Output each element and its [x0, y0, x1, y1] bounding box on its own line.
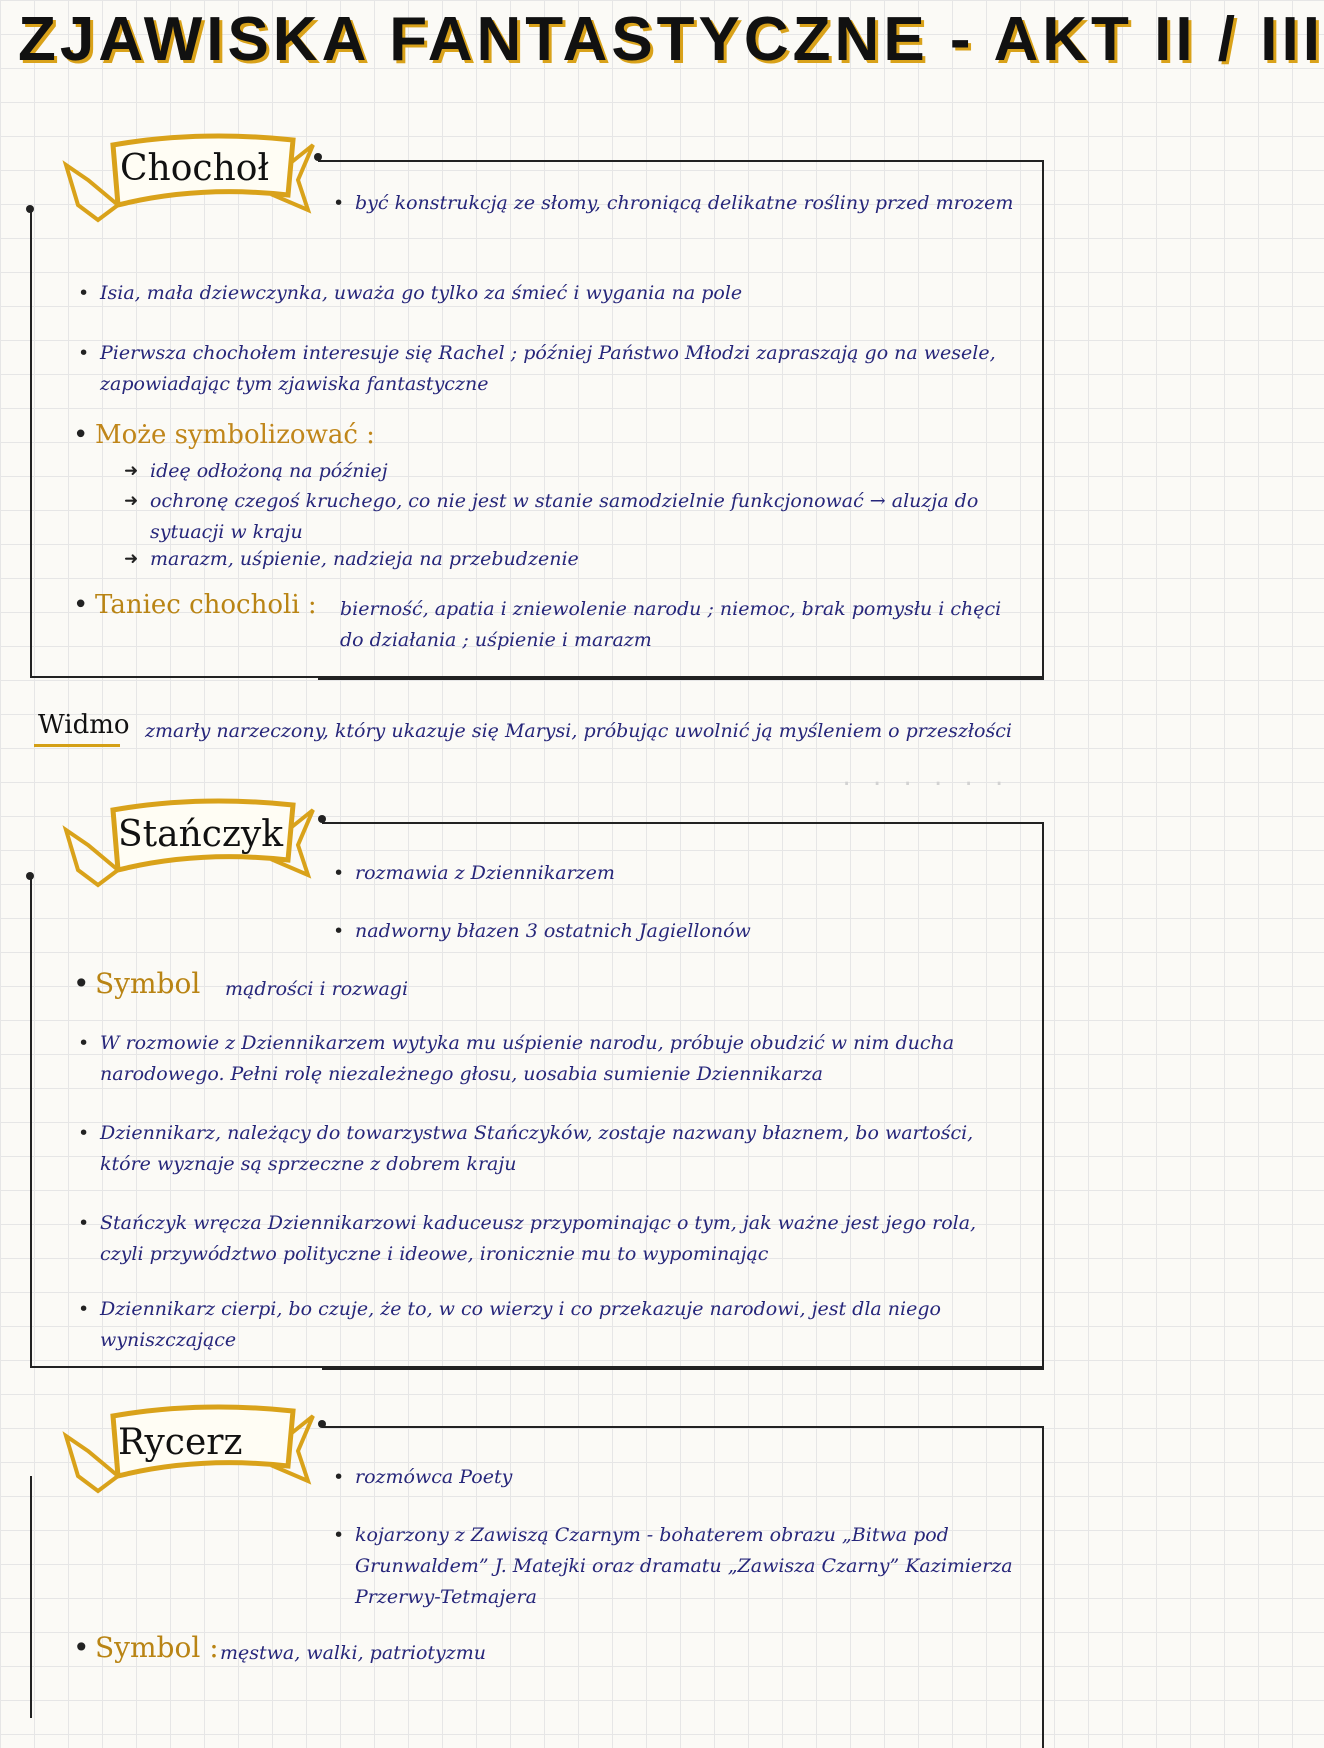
chochol-symbol-item-2: ➜ ochronę czegoś kruchego, co nie jest w stanie samodzielnie funkcjonować → aluzja do sytuacji w kraju — [150, 486, 1020, 548]
stanczyk-point-4: • Dziennikarz cierpi, bo czuje, że to, w co wierzy i co przekazuje narodowi, jest dla niego wyniszczające — [100, 1294, 1015, 1356]
rycerz-symbol-heading: • Symbol : — [95, 1632, 219, 1663]
chochol-intro: • być konstrukcją ze słomy, chroniącą delikatne rośliny przed mrozem — [355, 188, 1015, 219]
rycerz-heading: Rycerz — [118, 1422, 243, 1463]
chochol-symbol-item-3: ➜ marazm, uśpienie, nadzieja na przebudzenie — [150, 544, 1000, 575]
stanczyk-point-1: • W rozmowie z Dziennikarzem wytyka mu uśpienie narodu, próbuje obudzić w nim ducha narodowego. Pełni rolę niezależnego głosu, uosabia sumienie Dziennikarza — [100, 1028, 1015, 1090]
rycerz-intro-1: • rozmówca Poety — [355, 1462, 1015, 1493]
chochol-symbol-heading: • Może symbolizować : — [95, 420, 375, 451]
chochol-frame-dot-left — [26, 205, 34, 213]
rycerz-intro-2: • kojarzony z Zawiszą Czarnym - bohaterem obrazu „Bitwa pod Grunwaldem” J. Matejki oraz dramatu „Zawisza Czarny” Kazimierza Przerwy-Tetmajera — [355, 1520, 1015, 1613]
chochol-point-2: • Pierwsza chochołem interesuje się Rachel ; później Państwo Młodzi zapraszają go na wesele, zapowiadając tym zjawiska fantastyczne — [100, 338, 1000, 400]
stanczyk-frame-dot — [318, 815, 326, 823]
widmo-heading: Widmo — [38, 710, 130, 740]
stanczyk-frame-dot-left — [26, 872, 34, 880]
chochol-frame-left — [30, 210, 32, 676]
widmo-text: zmarły narzeczony, który ukazuje się Marysi, próbując uwolnić ją myśleniem o przeszłości — [145, 720, 1012, 742]
stanczyk-symbol-text: mądrości i rozwagi — [225, 978, 409, 1000]
widmo-underline — [34, 744, 120, 747]
chochol-symbol-item-1: ➜ ideę odłożoną na później — [150, 456, 1000, 487]
stanczyk-frame — [322, 822, 1044, 1370]
rycerz-frame-left — [30, 1476, 32, 1718]
stanczyk-symbol-heading: • Symbol — [95, 968, 200, 999]
stanczyk-intro-2: • nadworny błazen 3 ostatnich Jagiellonów — [355, 916, 1015, 947]
rycerz-symbol-text: męstwa, walki, patriotyzmu — [220, 1642, 487, 1664]
chochol-point-1: • Isia, mała dziewczynka, uważa go tylko za śmieć i wygania na pole — [100, 278, 1000, 309]
chochol-heading: Chochoł — [120, 148, 270, 189]
stanczyk-frame-left — [30, 876, 32, 1366]
page-title: ZJAWISKA FANTASTYCZNE - AKT II / III — [18, 5, 1324, 74]
erased-scribble: · · · · · · — [840, 772, 1008, 797]
rycerz-frame-dot — [318, 1420, 326, 1428]
stanczyk-heading: Stańczyk — [118, 814, 284, 855]
stanczyk-intro-1: • rozmawia z Dziennikarzem — [355, 858, 1015, 889]
stanczyk-point-3: • Stańczyk wręcza Dziennikarzowi kaduceusz przypominając o tym, jak ważne jest jego rola, czyli przywództwo polityczne i ideowe, ironicznie mu to wypominając — [100, 1208, 1015, 1270]
chochol-dance-text: bierność, apatia i zniewolenie narodu ; niemoc, brak pomysłu i chęci do działania ; uśpienie i marazm — [340, 598, 1002, 651]
stanczyk-point-2: • Dziennikarz, należący do towarzystwa Stańczyków, zostaje nazwany błaznem, bo wartości, które wyznaje są sprzeczne z dobrem kraju — [100, 1118, 1015, 1180]
chochol-dance-heading: • Taniec chocholi : — [95, 590, 317, 621]
